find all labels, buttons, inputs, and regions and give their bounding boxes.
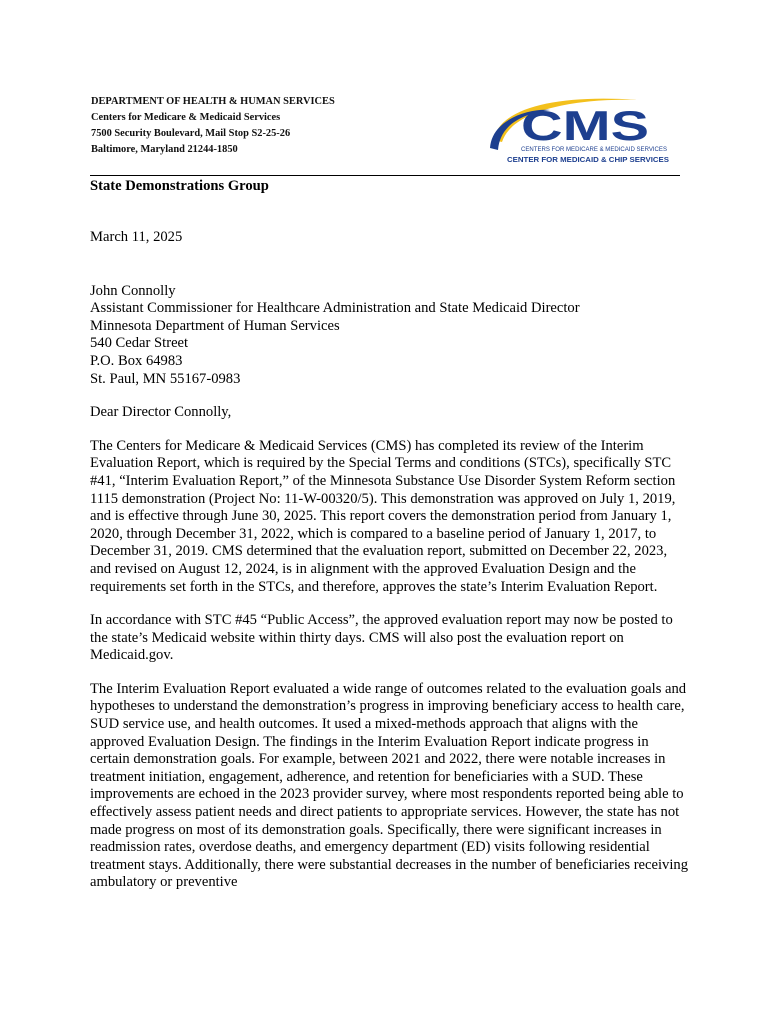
- recipient-name: John Connolly: [90, 282, 176, 299]
- group-title: State Demonstrations Group: [90, 178, 269, 194]
- body-paragraph: The Centers for Medicare & Medicaid Services (CMS) has completed its review of the Interim Evaluation Report, which is required by the Special Terms and conditions (STCs), specifically STC #41, “Interim Evaluation Report,” of the Minnesota Substance Use Disorder System Reform section 1115 demonstration (Project No: 11-W-00320/5). This demonstration was approved on July 1, 2019, and is effective through June 30, 2025. This report covers the demonstration period from January 1, 2020, through December 31, 2022, which is compared to a baseline period of January 1, 2017, to December 31, 2019. CMS determined that the evaluation report, submitted on December 22, 2023, and revised on August 12, 2024, is in alignment with the approved Evaluation Design and the requirements set forth in the STCs, and therefore, approves the state’s Interim Evaluation Report.: [90, 437, 676, 595]
- body-paragraph: In accordance with STC #45 “Public Access”, the approved evaluation report may now be posted to the state’s Medicaid website within thirty days. CMS will also post the evaluation report on Medicaid.gov.: [90, 612, 673, 664]
- recipient-city: St. Paul, MN 55167-0983: [90, 370, 241, 387]
- agency-address-line1: 7500 Security Boulevard, Mail Stop S2-25-26: [91, 128, 291, 139]
- logo-tagline-1: CENTERS FOR MEDICARE & MEDICAID SERVICES: [521, 146, 667, 153]
- department-name: DEPARTMENT OF HEALTH & HUMAN SERVICES: [91, 96, 335, 107]
- salutation: Dear Director Connolly,: [90, 404, 232, 421]
- logo-wordmark: CMS: [521, 102, 649, 149]
- recipient-street: 540 Cedar Street: [90, 335, 189, 352]
- recipient-title: Assistant Commissioner for Healthcare Administration and State Medicaid Director: [90, 300, 580, 317]
- recipient-address: [90, 283, 690, 389]
- logo-tagline-2: CENTER FOR MEDICAID & CHIP SERVICES: [507, 155, 670, 164]
- body-paragraph: The Interim Evaluation Report evaluated a wide range of outcomes related to the evaluation goals and hypotheses to understand the demonstration’s progress in improving beneficiary access to health care, SUD service use, and health outcomes. It used a mixed-methods approach that aligns with the approved Evaluation Design. The findings in the Interim Evaluation Report indicate progress in certain demonstration goals. For example, between 2021 and 2022, there were notable increases in treatment initiation, engagement, adherence, and retention for beneficiaries with a SUD. These improvements are echoed in the 2023 provider survey, where most respondents reported being able to effectively assess patient needs and direct patients to appropriate services. However, the state has not made progress on most of its demonstration goals. Specifically, there were significant increases in readmission rates, overdose deaths, and emergency department (ED) visits following residential treatment stays. Additionally, there were substantial decreases in the number of beneficiaries receiving ambulatory or preventive: [90, 680, 688, 891]
- cms-logo: [488, 96, 680, 168]
- agency-address-line2: Baltimore, Maryland 21244-1850: [91, 144, 238, 155]
- agency-name: Centers for Medicare & Medicaid Services: [91, 112, 281, 123]
- recipient-po-box: P.O. Box 64983: [90, 352, 183, 369]
- letter-date: March 11, 2025: [90, 229, 183, 245]
- letter-body: [90, 229, 690, 892]
- letterhead: [91, 94, 335, 158]
- recipient-org: Minnesota Department of Human Services: [90, 317, 340, 334]
